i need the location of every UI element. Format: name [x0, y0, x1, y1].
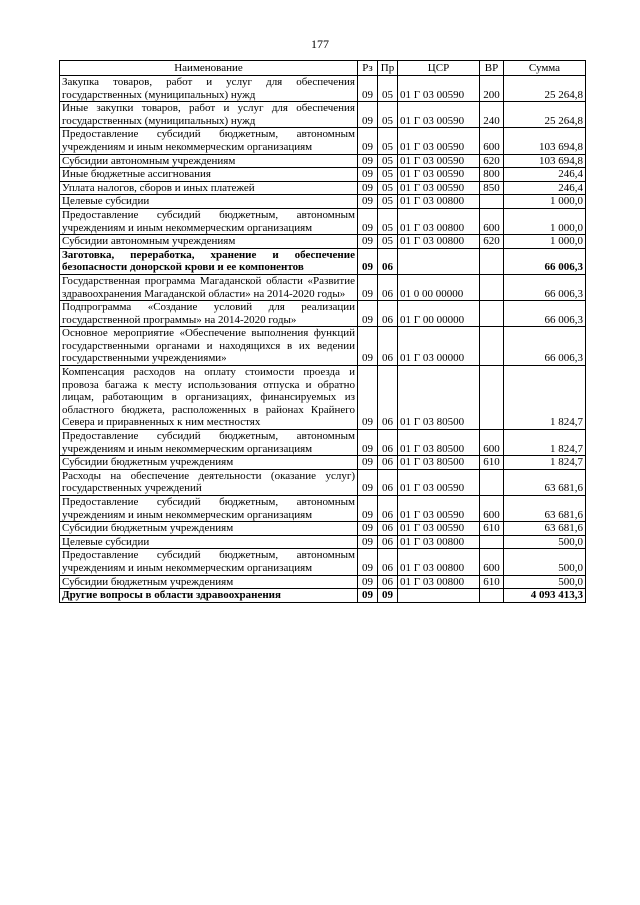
cell-csr: 01 Г 00 00000 — [398, 301, 480, 327]
cell-csr: 01 Г 03 00800 — [398, 195, 480, 209]
cell-pr: 06 — [378, 301, 398, 327]
cell-sum: 63 681,6 — [504, 469, 586, 495]
table-row — [60, 575, 586, 589]
cell-sum: 500,0 — [504, 549, 586, 575]
table-row — [60, 248, 586, 274]
cell-sum: 66 006,3 — [504, 248, 586, 274]
cell-rz: 09 — [358, 327, 378, 366]
cell-vr: 200 — [480, 76, 504, 102]
cell-pr: 05 — [378, 76, 398, 102]
table-row — [60, 327, 586, 366]
cell-name: Целевые субсидии — [60, 195, 358, 209]
cell-pr: 06 — [378, 469, 398, 495]
cell-csr: 01 Г 03 80500 — [398, 430, 480, 456]
cell-csr: 01 Г 03 00590 — [398, 496, 480, 522]
cell-csr: 01 Г 03 00800 — [398, 235, 480, 249]
cell-csr: 01 Г 03 00590 — [398, 76, 480, 102]
cell-csr: 01 Г 03 80500 — [398, 456, 480, 470]
header-sum: Сумма — [504, 61, 586, 76]
cell-csr: 01 Г 03 00590 — [398, 181, 480, 195]
cell-name: Предоставление субсидий бюджетным, автономным учреждениям и иным некоммерческим организациям — [60, 208, 358, 234]
header-rz: Рз — [358, 61, 378, 76]
cell-sum: 1 824,7 — [504, 366, 586, 430]
cell-rz: 09 — [358, 301, 378, 327]
cell-pr: 06 — [378, 575, 398, 589]
table-row — [60, 274, 586, 300]
cell-pr: 05 — [378, 128, 398, 154]
table-row — [60, 589, 586, 603]
cell-sum: 246,4 — [504, 168, 586, 182]
cell-sum: 66 006,3 — [504, 274, 586, 300]
cell-rz: 09 — [358, 128, 378, 154]
header-vr: ВР — [480, 61, 504, 76]
cell-vr: 600 — [480, 208, 504, 234]
cell-name: Расходы на обеспечение деятельности (оказание услуг) государственных учреждений — [60, 469, 358, 495]
table-row — [60, 102, 586, 128]
cell-rz: 09 — [358, 154, 378, 168]
cell-name: Компенсация расходов на оплату стоимости проезда и провоза багажа к месту использования отпуска и обратно лицам, работающим в организациях, финансируемых из областного бюджета, расположенных в районах Крайнего Севера и приравненных к ним местностях — [60, 366, 358, 430]
cell-csr: 01 Г 03 00590 — [398, 469, 480, 495]
table-row — [60, 235, 586, 249]
table-row — [60, 549, 586, 575]
table-row — [60, 195, 586, 209]
cell-csr: 01 0 00 00000 — [398, 274, 480, 300]
cell-vr — [480, 327, 504, 366]
cell-name: Иные бюджетные ассигнования — [60, 168, 358, 182]
table-row — [60, 76, 586, 102]
cell-rz: 09 — [358, 195, 378, 209]
cell-pr: 06 — [378, 327, 398, 366]
cell-csr: 01 Г 03 00590 — [398, 168, 480, 182]
cell-name: Подпрограмма «Создание условий для реализации государственной программы» на 2014-2020 годы» — [60, 301, 358, 327]
cell-rz: 09 — [358, 208, 378, 234]
cell-vr: 610 — [480, 456, 504, 470]
cell-pr: 05 — [378, 235, 398, 249]
cell-sum: 1 824,7 — [504, 430, 586, 456]
cell-name: Предоставление субсидий бюджетным, автономным учреждениям и иным некоммерческим организациям — [60, 430, 358, 456]
cell-sum: 246,4 — [504, 181, 586, 195]
cell-name: Субсидии бюджетным учреждениям — [60, 522, 358, 536]
table-row — [60, 168, 586, 182]
cell-pr: 05 — [378, 102, 398, 128]
cell-vr: 600 — [480, 549, 504, 575]
cell-rz: 09 — [358, 589, 378, 603]
cell-rz: 09 — [358, 496, 378, 522]
cell-pr: 06 — [378, 456, 398, 470]
cell-vr: 800 — [480, 168, 504, 182]
cell-sum: 1 824,7 — [504, 456, 586, 470]
cell-name: Субсидии автономным учреждениям — [60, 235, 358, 249]
cell-sum: 66 006,3 — [504, 327, 586, 366]
cell-name: Другие вопросы в области здравоохранения — [60, 589, 358, 603]
cell-rz: 09 — [358, 248, 378, 274]
cell-sum: 1 000,0 — [504, 235, 586, 249]
cell-sum: 63 681,6 — [504, 496, 586, 522]
cell-vr — [480, 366, 504, 430]
table-row — [60, 208, 586, 234]
cell-name: Предоставление субсидий бюджетным, автономным учреждениям и иным некоммерческим организациям — [60, 549, 358, 575]
cell-pr: 06 — [378, 248, 398, 274]
cell-vr: 600 — [480, 128, 504, 154]
cell-vr: 600 — [480, 496, 504, 522]
cell-sum: 103 694,8 — [504, 154, 586, 168]
cell-csr — [398, 589, 480, 603]
header-csr: ЦСР — [398, 61, 480, 76]
cell-name: Предоставление субсидий бюджетным, автономным учреждениям и иным некоммерческим организациям — [60, 128, 358, 154]
cell-rz: 09 — [358, 274, 378, 300]
cell-pr: 06 — [378, 535, 398, 549]
cell-vr — [480, 535, 504, 549]
cell-name: Целевые субсидии — [60, 535, 358, 549]
cell-vr: 850 — [480, 181, 504, 195]
cell-name: Государственная программа Магаданской области «Развитие здравоохранения Магаданской области» на 2014-2020 годы» — [60, 274, 358, 300]
cell-csr: 01 Г 03 00590 — [398, 154, 480, 168]
cell-sum: 25 264,8 — [504, 102, 586, 128]
cell-pr: 06 — [378, 549, 398, 575]
cell-rz: 09 — [358, 76, 378, 102]
cell-sum: 25 264,8 — [504, 76, 586, 102]
cell-pr: 06 — [378, 274, 398, 300]
table-row — [60, 154, 586, 168]
table-row — [60, 469, 586, 495]
cell-sum: 1 000,0 — [504, 208, 586, 234]
cell-pr: 05 — [378, 181, 398, 195]
cell-pr: 05 — [378, 208, 398, 234]
cell-rz: 09 — [358, 366, 378, 430]
cell-pr: 06 — [378, 522, 398, 536]
table-row — [60, 181, 586, 195]
cell-name: Субсидии бюджетным учреждениям — [60, 575, 358, 589]
cell-pr: 09 — [378, 589, 398, 603]
cell-rz: 09 — [358, 168, 378, 182]
cell-csr: 01 Г 03 00000 — [398, 327, 480, 366]
cell-vr: 240 — [480, 102, 504, 128]
cell-name: Субсидии автономным учреждениям — [60, 154, 358, 168]
cell-rz: 09 — [358, 469, 378, 495]
cell-sum: 1 000,0 — [504, 195, 586, 209]
cell-rz: 09 — [358, 522, 378, 536]
table-row — [60, 522, 586, 536]
cell-vr: 600 — [480, 430, 504, 456]
table-header-row — [60, 61, 586, 76]
cell-csr: 01 Г 03 80500 — [398, 366, 480, 430]
cell-rz: 09 — [358, 102, 378, 128]
table-row — [60, 496, 586, 522]
cell-pr: 05 — [378, 154, 398, 168]
cell-vr: 610 — [480, 575, 504, 589]
cell-csr: 01 Г 03 00590 — [398, 102, 480, 128]
cell-pr: 06 — [378, 496, 398, 522]
cell-rz: 09 — [358, 456, 378, 470]
cell-vr: 620 — [480, 154, 504, 168]
cell-vr — [480, 195, 504, 209]
cell-csr: 01 Г 03 00800 — [398, 535, 480, 549]
cell-vr — [480, 469, 504, 495]
cell-name: Иные закупки товаров, работ и услуг для обеспечения государственных (муниципальных) нужд — [60, 102, 358, 128]
cell-vr: 610 — [480, 522, 504, 536]
cell-name: Предоставление субсидий бюджетным, автономным учреждениям и иным некоммерческим организациям — [60, 496, 358, 522]
cell-vr — [480, 589, 504, 603]
cell-pr: 06 — [378, 430, 398, 456]
cell-sum: 4 093 413,3 — [504, 589, 586, 603]
cell-sum: 500,0 — [504, 575, 586, 589]
cell-csr — [398, 248, 480, 274]
cell-vr — [480, 301, 504, 327]
cell-sum: 500,0 — [504, 535, 586, 549]
cell-csr: 01 Г 03 00590 — [398, 522, 480, 536]
cell-name: Уплата налогов, сборов и иных платежей — [60, 181, 358, 195]
cell-pr: 05 — [378, 168, 398, 182]
cell-rz: 09 — [358, 181, 378, 195]
cell-vr — [480, 274, 504, 300]
cell-name: Заготовка, переработка, хранение и обеспечение безопасности донорской крови и ее компонентов — [60, 248, 358, 274]
cell-pr: 06 — [378, 366, 398, 430]
cell-sum: 66 006,3 — [504, 301, 586, 327]
table-row — [60, 366, 586, 430]
cell-vr: 620 — [480, 235, 504, 249]
cell-rz: 09 — [358, 430, 378, 456]
table-row — [60, 301, 586, 327]
cell-name: Основное мероприятие «Обеспечение выполнения функций государственными органами и находящихся в их ведении государственными учреждениями» — [60, 327, 358, 366]
table-row — [60, 128, 586, 154]
cell-sum: 63 681,6 — [504, 522, 586, 536]
cell-vr — [480, 248, 504, 274]
cell-rz: 09 — [358, 549, 378, 575]
table-row — [60, 535, 586, 549]
budget-table — [59, 60, 586, 603]
header-name: Наименование — [60, 61, 358, 76]
cell-rz: 09 — [358, 535, 378, 549]
cell-name: Закупка товаров, работ и услуг для обеспечения государственных (муниципальных) нужд — [60, 76, 358, 102]
cell-name: Субсидии бюджетным учреждениям — [60, 456, 358, 470]
cell-csr: 01 Г 03 00800 — [398, 208, 480, 234]
cell-rz: 09 — [358, 235, 378, 249]
table-row — [60, 456, 586, 470]
cell-csr: 01 Г 03 00590 — [398, 128, 480, 154]
cell-sum: 103 694,8 — [504, 128, 586, 154]
cell-csr: 01 Г 03 00800 — [398, 549, 480, 575]
cell-rz: 09 — [358, 575, 378, 589]
table-body — [60, 76, 586, 603]
table-row — [60, 430, 586, 456]
cell-pr: 05 — [378, 195, 398, 209]
header-pr: Пр — [378, 61, 398, 76]
page-number: 177 — [311, 37, 329, 51]
cell-csr: 01 Г 03 00800 — [398, 575, 480, 589]
